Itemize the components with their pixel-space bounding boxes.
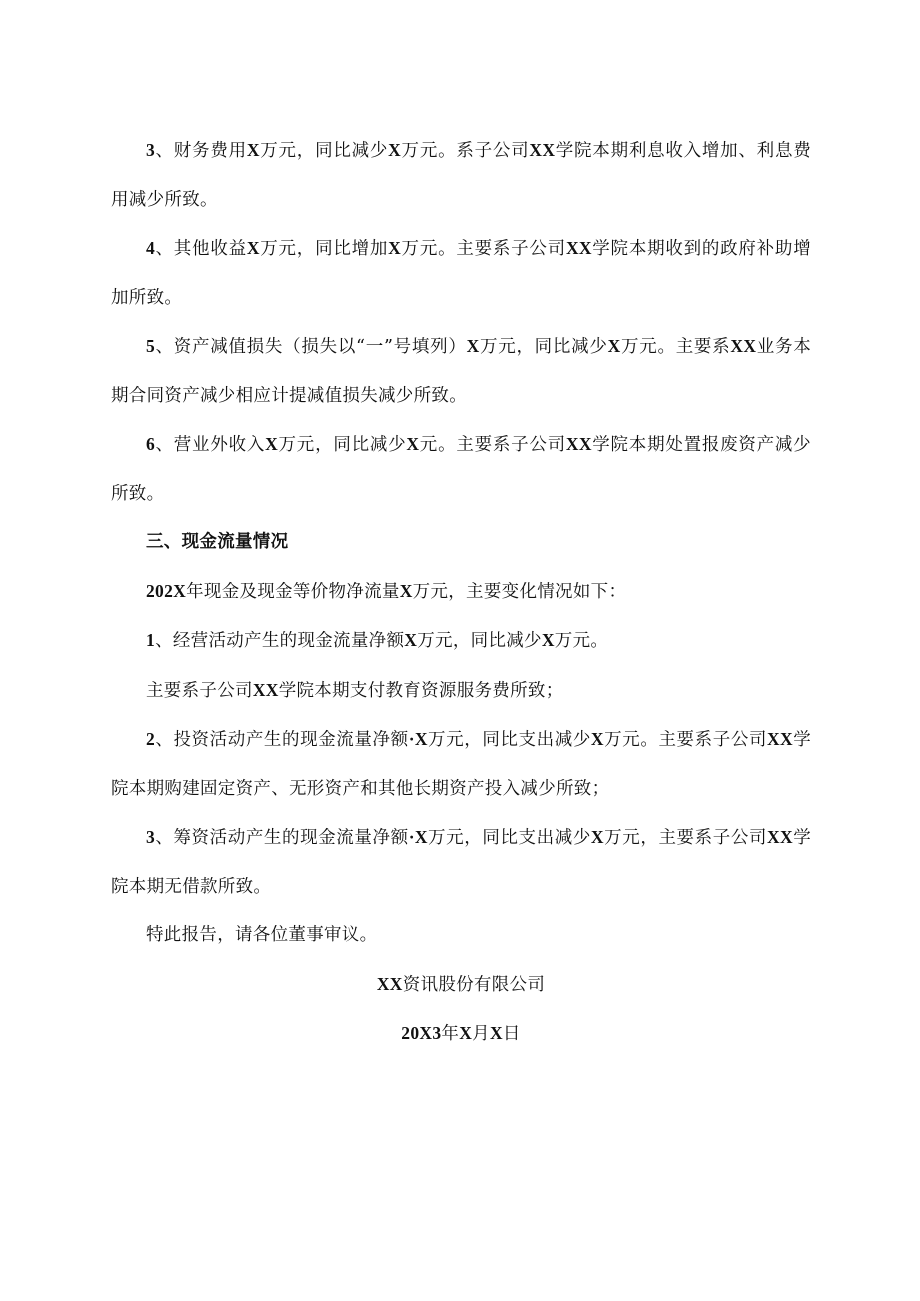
paragraph-other-income: 4、其他收益X万元，同比增加X万元。主要系子公司XX学院本期收到的政府补助增加所致。	[111, 238, 812, 308]
section-heading-cash-flow: 三、现金流量情况	[146, 532, 289, 552]
paragraph-non-operating-income: 6、营业外收入X万元，同比减少X元。主要系子公司XX学院本期处置报废资产减少所致。	[111, 434, 811, 504]
item-number: 4	[146, 238, 156, 258]
signature-company: XX资讯股份有限公司	[376, 973, 546, 995]
paragraph-closing: 特此报告，请各位董事审议。	[146, 925, 378, 945]
signature-date: 20X3年X月X日	[401, 1023, 521, 1044]
item-number: 2	[146, 729, 156, 749]
paragraph-investing-cash-flow: 2、投资活动产生的现金流量净额·X万元，同比支出减少X万元。主要系子公司XX学院本期购建固定资产、无形资产和其他长期资产投入减少所致；	[111, 729, 812, 799]
item-number: 6	[146, 434, 156, 454]
item-number: 3	[146, 140, 156, 160]
item-number: 3	[146, 827, 156, 847]
paragraph-asset-impairment: 5、资产减值损失（损失以“一”号填列）X万元，同比减少X万元。主要系XX业务本期合同资产减少相应计提减值损失减少所致。	[111, 336, 811, 406]
paragraph-financial-expenses: 3、财务费用X万元，同比减少X万元。系子公司XX学院本期利息收入增加、利息费用减少所致。	[111, 140, 812, 210]
paragraph-net-cash-flow: 202X年现金及现金等价物净流量X万元，主要变化情况如下：	[146, 580, 627, 602]
paragraph-financing-cash-flow: 3、筹资活动产生的现金流量净额·X万元，同比支出减少X万元，主要系子公司XX学院本期无借款所致。	[111, 827, 812, 897]
item-number: 5	[146, 336, 156, 356]
paragraph-operating-cash-flow: 1、经营活动产生的现金流量净额X万元，同比减少X万元。	[146, 630, 609, 651]
document-body	[111, 126, 811, 1059]
item-number: 1	[146, 630, 156, 650]
paragraph-operating-reason: 主要系子公司XX学院本期支付教育资源服务费所致；	[146, 679, 564, 701]
